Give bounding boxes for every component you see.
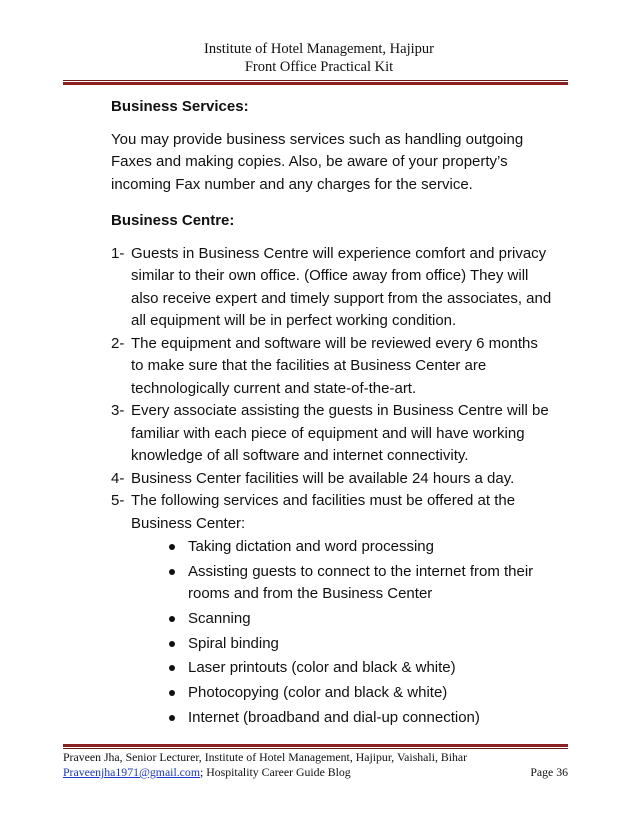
bullet-item: Assisting guests to connect to the internet from their rooms and from the Business Center — [131, 561, 571, 606]
footer-contact-line: Praveenjha1971@gmail.com; Hospitality Career Guide Blog — [63, 765, 351, 779]
bullet-icon — [169, 715, 175, 721]
footer-divider — [63, 744, 568, 749]
header-divider — [63, 80, 568, 86]
list-item: 3- Every associate assisting the guests in Business Centre will be familiar with each piece of equipment and will have working knowledge of all software and internet connectivity. — [111, 402, 549, 464]
header-kit-line: Front Office Practical Kit — [244, 59, 394, 75]
bullet-icon — [169, 665, 175, 671]
bullet-icon — [169, 690, 175, 696]
business-services-paragraph: You may provide business services such as handling outgoing Faxes and making copies. Also, be aware of your property’s incoming Fax number and any charges for the service. — [111, 130, 524, 193]
bullet-item: Taking dictation and word processing — [131, 536, 571, 559]
bullet-icon — [169, 544, 175, 550]
email-link[interactable]: Praveenjha1971@gmail.com — [63, 765, 200, 779]
bullet-item: Spiral binding — [131, 633, 571, 656]
bullet-item: Internet (broadband and dial-up connection) — [131, 707, 571, 730]
bullet-item: Photocopying (color and black & white) — [131, 682, 571, 705]
bullet-icon — [169, 641, 175, 647]
business-centre-heading: Business Centre: — [111, 212, 235, 229]
services-bullet-list — [131, 536, 571, 729]
document-body — [111, 96, 571, 731]
footer-author-line: Praveen Jha, Senior Lecturer, Institute of Hotel Management, Hajipur, Vaishali, Bihar — [63, 750, 468, 764]
list-item: 1- Guests in Business Centre will experience comfort and privacy similar to their own office. (Office away from office) They will also receive expert and timely support from the associates, and all equipment will be in perfect working condition. — [111, 244, 552, 329]
header-institute-line: Institute of Hotel Management, Hajipur — [204, 41, 434, 57]
bullet-item: Laser printouts (color and black & white) — [131, 657, 571, 680]
business-services-heading: Business Services: — [111, 98, 249, 115]
list-item: 4- Business Center facilities will be available 24 hours a day. — [111, 469, 515, 487]
business-centre-list — [111, 243, 571, 730]
list-item: 2- The equipment and software will be reviewed every 6 months to make sure that the facilities at Business Center are technologically current and state-of-the-art. — [111, 334, 538, 397]
page-number: Page 36 — [530, 765, 568, 779]
bullet-item: Scanning — [131, 608, 571, 631]
page-footer — [63, 750, 568, 780]
bullet-icon — [169, 616, 175, 622]
page-header — [0, 40, 638, 76]
bullet-icon — [169, 569, 175, 575]
list-item: 5- The following services and facilities must be offered at the Business Center: Taking dictation and word processing Assisting guests to connect to the internet from their rooms and from the Business Center Scanning Spiral binding Laser printouts (color and black & white) Photocopying (color and black & white) Internet (broadband and dial-up connection) — [111, 490, 571, 729]
